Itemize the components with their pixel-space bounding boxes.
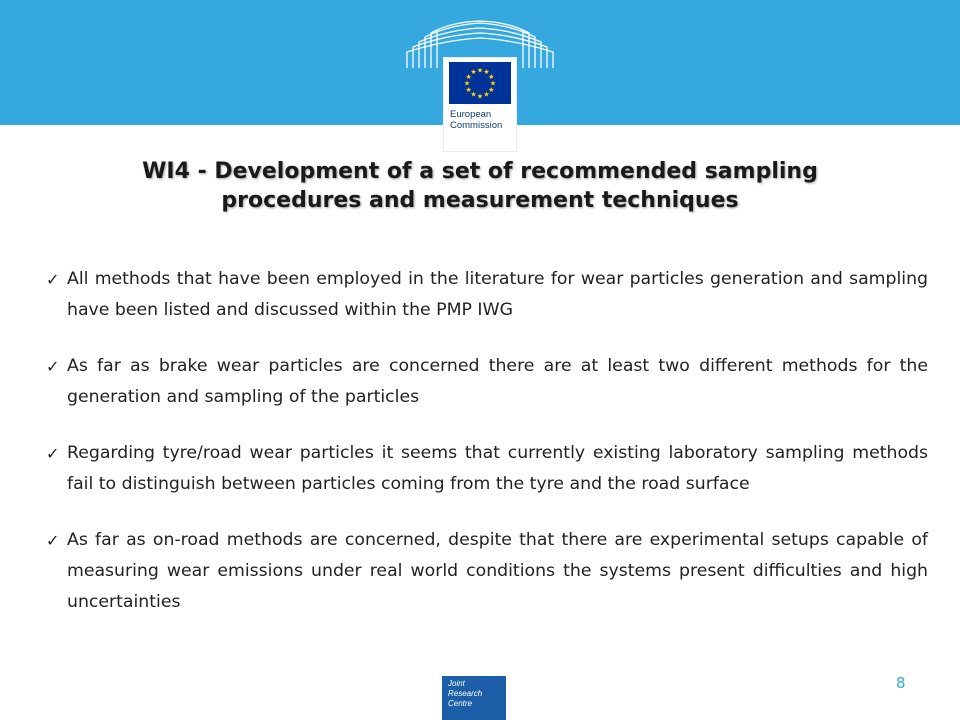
- title-line-2: procedures and measurement techniques: [221, 188, 739, 213]
- flag-star-icon: ★: [483, 68, 490, 76]
- flag-star-icon: ★: [470, 68, 477, 76]
- flag-star-icon: ★: [465, 85, 472, 94]
- slide-title: [0, 157, 960, 215]
- jrc-line-3: Centre: [448, 699, 473, 708]
- flag-star-icon: ★: [488, 72, 495, 81]
- logo-line-1: European: [450, 109, 492, 120]
- title-line-1: WI4 - Development of a set of recommended sampling: [142, 159, 818, 184]
- bullet-text: As far as brake wear particles are concerned there are at least two different methods for the generation and sampling of the particles: [67, 356, 928, 407]
- bullet-item: [46, 438, 928, 500]
- bullet-item: [46, 264, 928, 326]
- flag-star-icon: ★: [483, 90, 490, 99]
- bullet-item: [46, 351, 928, 413]
- flag-star-icon: ★: [463, 79, 471, 88]
- european-commission-logo: [405, 20, 555, 135]
- jrc-wordmark: [448, 679, 482, 709]
- bullet-list: [46, 264, 928, 643]
- jrc-line-2: Research: [448, 689, 483, 698]
- bullet-text: Regarding tyre/road wear particles it seems that currently existing laboratory sampling methods fail to distinguish between particles coming from the tyre and the road surface: [67, 443, 928, 494]
- page-number: 8: [896, 674, 906, 692]
- eu-flag-icon: [449, 62, 511, 104]
- flag-star-icon: ★: [489, 79, 497, 88]
- jrc-line-1: Joint: [448, 679, 465, 688]
- logo-line-2: Commission: [450, 120, 503, 131]
- flag-star-icon: ★: [465, 72, 472, 81]
- jrc-logo: [442, 676, 506, 720]
- flag-star-icon: ★: [476, 66, 484, 75]
- logo-box: [444, 58, 516, 151]
- checkmark-icon: ✓: [46, 444, 60, 463]
- checkmark-icon: ✓: [46, 531, 60, 550]
- bullet-text: As far as on-road methods are concerned, despite that there are experimental setups capable of measuring wear emissions under real world conditions the systems present difficulties and high uncertainties: [67, 530, 928, 612]
- flag-star-icon: ★: [476, 92, 484, 101]
- checkmark-icon: ✓: [46, 270, 60, 289]
- bullet-item: [46, 525, 928, 618]
- checkmark-icon: ✓: [46, 357, 60, 376]
- bullet-text: All methods that have been employed in the literature for wear particles generation and sampling have been listed and discussed within the PMP IWG: [67, 269, 928, 320]
- flag-star-icon: ★: [488, 85, 495, 94]
- flag-star-icon: ★: [470, 90, 477, 99]
- logo-wordmark: [450, 109, 502, 131]
